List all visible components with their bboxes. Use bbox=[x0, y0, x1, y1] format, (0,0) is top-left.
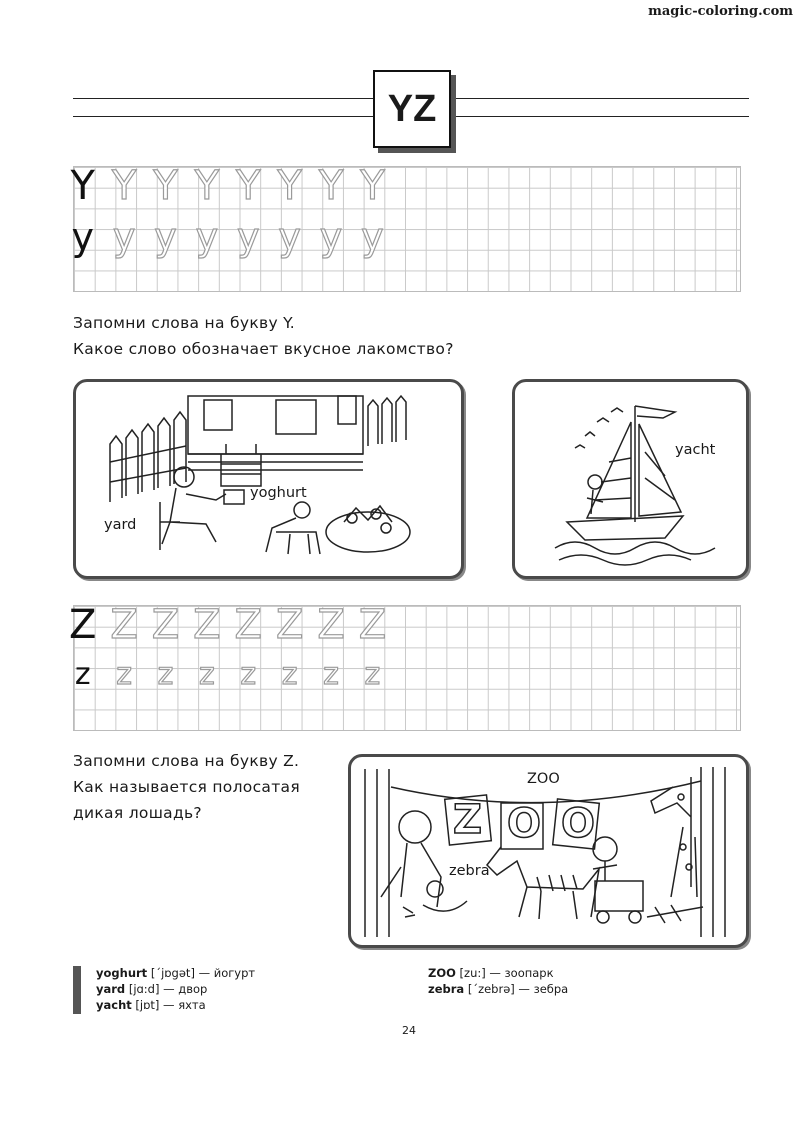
y-prompt bbox=[73, 310, 454, 362]
yacht-picture-panel bbox=[512, 379, 749, 579]
letter-z-upper: Z bbox=[68, 602, 97, 648]
trace-letter: z bbox=[157, 657, 174, 692]
vocab-item bbox=[96, 981, 255, 997]
vocab-item bbox=[428, 965, 568, 981]
trace-letter: Z bbox=[358, 602, 387, 648]
trace-letter: Y bbox=[194, 163, 220, 209]
sign-letter: Z bbox=[453, 797, 483, 843]
z-prompt-line-3: дикая лошадь? bbox=[73, 804, 202, 822]
vocab-word: yacht bbox=[96, 998, 132, 1012]
vocab-item bbox=[428, 981, 568, 997]
vocab-item bbox=[96, 997, 255, 1013]
trace-letter: Z bbox=[275, 602, 304, 648]
header-rule-top-left bbox=[73, 98, 373, 99]
label-zoo: ZOO bbox=[527, 771, 560, 787]
vocab-translation: [jɒt] — яхта bbox=[131, 998, 206, 1012]
header-letter-box bbox=[373, 70, 451, 148]
site-watermark: magic-coloring.com bbox=[648, 4, 793, 19]
trace-letter: Y bbox=[111, 163, 137, 209]
z-prompt bbox=[73, 748, 300, 826]
trace-letter: z bbox=[116, 657, 132, 692]
yard-picture-panel bbox=[73, 379, 464, 579]
trace-letter: Y bbox=[360, 163, 385, 209]
trace-letter: Z bbox=[193, 602, 221, 648]
label-yacht: yacht bbox=[675, 442, 716, 458]
y-prompt-line-1: Запомни слова на букву Y. bbox=[73, 314, 295, 332]
trace-letter: Y bbox=[236, 163, 261, 209]
vocab-translation: [zu:] — зоопарк bbox=[455, 966, 554, 980]
y-prompt-line-2: Какое слово обозначает вкусное лакомство? bbox=[73, 340, 454, 358]
vocab-list-left bbox=[96, 965, 255, 1013]
label-yoghurt: yoghurt bbox=[250, 485, 307, 501]
vocab-word: yard bbox=[96, 982, 126, 996]
vocab-translation: [jɑ:d] — двор bbox=[125, 982, 208, 996]
y-upper-row bbox=[62, 163, 393, 209]
trace-letter: y bbox=[154, 215, 177, 259]
vocab-word: zebra bbox=[428, 982, 465, 996]
sign-letter: O bbox=[507, 801, 542, 847]
trace-letter: Y bbox=[318, 163, 344, 209]
trace-letter: y bbox=[112, 215, 136, 259]
trace-letter: Z bbox=[151, 602, 180, 648]
trace-letter: Y bbox=[277, 163, 302, 209]
trace-letter: z bbox=[323, 657, 339, 692]
header-letters: YZ bbox=[387, 87, 437, 130]
vocab-translation: [´jɒgət] — йогурт bbox=[147, 966, 256, 980]
trace-letter: z bbox=[364, 657, 381, 692]
trace-letter: Y bbox=[153, 163, 178, 209]
zoo-picture-panel bbox=[348, 754, 749, 948]
z-lower-row bbox=[62, 657, 393, 692]
page-number: 24 bbox=[402, 1024, 416, 1037]
trace-letter: y bbox=[319, 215, 343, 259]
letter-z-lower: z bbox=[74, 657, 91, 692]
trace-letter: Z bbox=[317, 602, 345, 648]
trace-letter: y bbox=[278, 215, 301, 259]
vocab-word: ZOO bbox=[428, 966, 456, 980]
yard-illustration bbox=[76, 382, 461, 576]
header-rule-bottom-right bbox=[449, 116, 749, 117]
trace-letter: z bbox=[198, 657, 215, 692]
trace-letter: z bbox=[240, 657, 257, 692]
vocab-item bbox=[96, 965, 255, 981]
trace-letter: Z bbox=[234, 602, 262, 648]
z-prompt-line-1: Запомни слова на букву Z. bbox=[73, 752, 300, 770]
header-rule-bottom-left bbox=[73, 116, 373, 117]
label-zebra: zebra bbox=[449, 863, 490, 879]
z-upper-row bbox=[62, 602, 393, 648]
y-lower-row bbox=[62, 215, 393, 259]
vocab-translation: [´zebrə] — зебра bbox=[464, 982, 569, 996]
vocab-word: yoghurt bbox=[96, 966, 148, 980]
yacht-illustration bbox=[515, 382, 746, 576]
trace-letter: y bbox=[237, 215, 260, 259]
label-yard: yard bbox=[104, 517, 137, 533]
trace-letter: y bbox=[195, 215, 219, 259]
vocab-list-right bbox=[428, 965, 568, 997]
trace-letter: y bbox=[361, 215, 384, 259]
z-prompt-line-2: Как называется полосатая bbox=[73, 778, 300, 796]
legend-bar bbox=[73, 966, 81, 1014]
letter-y-lower: y bbox=[71, 215, 94, 259]
letter-y-upper: Y bbox=[70, 163, 95, 209]
sign-letter: O bbox=[561, 801, 596, 847]
trace-letter: z bbox=[281, 657, 298, 692]
trace-letter: Z bbox=[110, 602, 138, 648]
header-rule-top-right bbox=[449, 98, 749, 99]
